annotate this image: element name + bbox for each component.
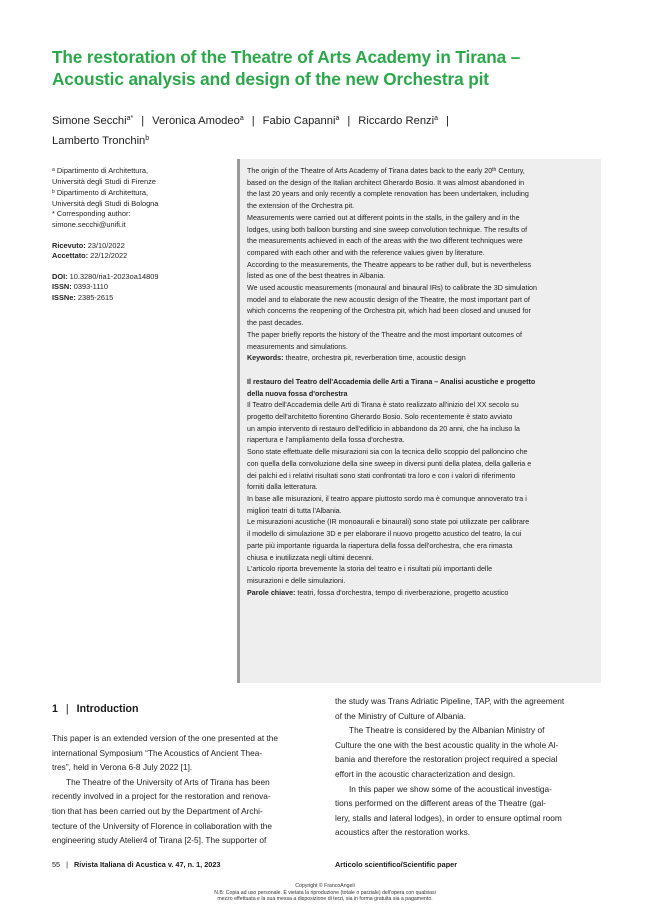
abstract-line: riapertura e l'ampliamento della fossa d'orchestra. [247,436,405,445]
body-line: This paper is an extended version of the one presented at the [52,733,279,743]
abstract-line: the measurements achieved in each of the areas with the two different techniques were [247,237,523,246]
author-separator: | [141,115,145,127]
abstract-line: Sono state effettuate delle misurazioni sia con la tecnica dello scoppio del palloncino che [247,448,528,457]
body-line: The Theatre of the University of Arts of Tirana has been [66,776,270,787]
abstract-italian-title: Il restauro del Teatro dell'Accademia delle Arti a Tirana – Analisi acustiche e progetto della nuova fossa d'orchestra [247,377,536,398]
body-line: tres”, held in Verona 6-8 July 2022 [1]. [52,762,193,773]
author-affiliation-mark: a [239,115,244,122]
author-name: Riccardo Renzi [358,115,435,127]
body-line: lery, stalls and lateral lodges), in order to ensure optimal room [335,812,562,823]
abstract-line: According to the measurements, the Theatre appears to be rather dull, but is nevertheless [247,260,532,269]
abstract-line: the extension of the Orchestra pit. [247,202,355,211]
body-line: bania and therefore the restoration project required a special [335,754,558,765]
abstract-line: the past decades. [247,319,304,328]
author-list [52,110,612,150]
abstract-line: compared with each other and with the reference values given by literature. [247,248,485,257]
abstract-line: misurazioni e delle simulazioni. [247,576,346,585]
abstract-line: migliori teatri di tutta l'Albania. [247,506,342,515]
abstract-line: The paper briefly reports the history of the Theatre and the most important outcomes of [247,330,522,339]
section-heading [52,703,138,715]
author-name: Veronica Amodeo [152,115,240,127]
author-line-1 [52,110,612,130]
author-name: Fabio Capanni [262,115,336,127]
body-line: The Theatre is considered by the Albanian Ministry of [349,725,545,736]
abstract-line: chiusa e inutilizzata negli ultimi decenni. [247,553,374,562]
abstract-line: listed as one of the best theatres in Albania. [247,272,386,281]
body-column-left [52,731,316,848]
abstract-line: dei palchi ed i relativi risultati sono stati confrontati tra loro e con i valori di riferimento [247,471,516,480]
author-separator: | [446,115,449,127]
abstract-line: based on the design of the Italian architect Gherardo Bosio. It was almost abandoned in [247,178,525,187]
page-footer [52,860,612,869]
abstract-line: progetto dell'architetto fiorentino Gherardo Bosio. Solo recentemente è stato avviato [247,413,513,422]
doi: DOI: 10.3280/ria1-2023oa14809 [52,271,159,281]
keywords-english: Keywords: theatre, orchestra pit, reverberation time, acoustic design [247,354,466,363]
abstract-line: il modello di simulazione 3D e per elaborare il nuovo progetto acustico del teatro, la cui [247,530,522,539]
body-line: acoustics after the restoration works. [335,827,471,838]
footer-separator: | [66,860,69,869]
body-line: effort in the acoustic characterization and design. [335,768,516,779]
abstract-line: the last 20 years and only recently a complete renovation has been undertaken, including [247,190,529,199]
author-name: Simone Secchi [52,115,127,127]
journal-name: Rivista Italiana di Acustica v. 47, n. 1, 2023 [74,860,221,869]
body-line: tions performed on the different areas of the Theatre (gal- [335,798,546,809]
author-affiliation-mark: b [145,135,150,142]
body-line: engineering study Atelier4 of Tirana [2-5]. The supporter of [52,835,267,846]
abstract-line: Measurements were carried out at different points in the stalls, in the gallery and in the [247,213,520,222]
issn: ISSN: 0393-1110 [52,282,109,292]
author-affiliation-mark: a [335,115,340,122]
abstract-line: lodges, using both balloon bursting and sine sweep convolution technique. The results of [247,225,528,234]
body-line: tion that has been carried out by the Department of Archi- [52,805,263,816]
received-date: Ricevuto: 23/10/2022 [52,240,125,250]
affiliation-a: $^a$ Dipartimento di Architettura, [52,166,149,175]
accepted-date: Accettato: 22/12/2022 [52,251,128,261]
section-number: 1 [52,703,58,715]
title-line-2: Acoustic analysis and design of the new Orchestra pit [52,69,489,89]
affiliation-b-university: Università degli Studi di Bologna [52,198,159,208]
paper-title [52,46,612,90]
body-line: recently involved in a project for the restoration and renova- [52,791,271,802]
abstract-line: measurements and simulations. [247,342,348,351]
abstract-line: un ampio intervento di restauro dell'edificio in abbandono da 20 anni, che ha incluso la [247,424,520,433]
abstract-line: We used acoustic measurements (monaural and binaural IRs) to calibrate the 3D simulation [247,284,537,293]
author-separator: | [251,115,255,127]
corresponding-author-email: simone.secchi@unifi.it [52,219,126,229]
author-name: Lamberto Tronchin [52,135,146,147]
author-affiliation-mark: a* [126,115,134,122]
corresponding-author-label: * Corresponding author: [52,209,131,219]
page-number: 55 [52,860,61,869]
abstract-line: forniti dalla letteratura. [247,483,318,492]
author-affiliation-mark: a [434,115,439,122]
abstract-line: con quella della convoluzione della sine sweep in diversi punti della platea, della galleria e [247,459,532,468]
abstract-line: Le misurazioni acustiche (IR monoaurali e binaurali) sono state poi utilizzate per calibrare [247,518,530,527]
abstract-box [237,159,601,683]
author-line-2 [52,130,612,150]
keywords-italian: Parole chiave: teatri, fossa d'orchestra, tempo di riverberazione, progetto acustico [247,588,509,597]
body-line: international Symposium “The Acoustics of Ancient Thea- [52,747,263,758]
body-line: In this paper we show some of the acoustical investiga- [349,783,552,794]
issne: ISSNe: 2385-2615 [52,292,114,302]
author-separator: | [347,115,351,127]
article-metadata [52,165,232,304]
abstract-english [247,166,591,365]
affiliation-b: $^b$ Dipartimento di Architettura, [52,188,149,198]
article-type: Articolo scientifico/Scientific paper [335,860,458,869]
abstract-italian [247,400,591,599]
body-line: Culture the one with the best acoustic quality in the whole Al- [335,739,559,750]
abstract-line: L'articolo riporta brevemente la storia del teatro e i risultati più importanti delle [247,565,493,574]
abstract-line: Il Teatro dell'Accademia delle Arti di Tirana è stato realizzato all'inizio del XX secolo su [247,401,519,410]
abstract-line: The origin of the Theatre of Arts Academy of Tirana dates back to the early 20th Century, [247,167,525,175]
body-column-right [335,694,599,840]
abstract-line: model and to elaborate the new acoustic design of the Theatre, the most important part of [247,295,530,304]
section-title: Introduction [76,703,139,715]
body-line: of the Ministry of Culture of Albania. [335,710,466,721]
body-line: tecture of the University of Florence in collaboration with the [52,820,272,831]
affiliation-a-university: Università degli Studi di Firenze [52,176,156,186]
abstract-line: parte più importante riguarda la riapertura della fossa dell'orchestra, che era rimasta [247,541,513,550]
section-separator: | [65,703,69,715]
abstract-line: which concerns the reopening of the Orchestra pit, which had been closed and unused for [247,307,531,316]
abstract-line: In base alle misurazioni, il teatro appare piuttosto sordo ma è comunque annoverato tra i [247,494,527,503]
title-line-1: The restoration of the Theatre of Arts Academy in Tirana – [52,47,521,67]
body-line: the study was Trans Adriatic Pipeline, TAP, with the agreement [335,696,565,706]
copyright-notice: Copyright © FrancoAngeli N.B: Copia ad uso personale. È vietata la riproduzione (totale o parziale) dell'opera con qualsiasi mezzo effettuata e la sua messa a disposizione di terzi, sia in forma gratuita sia a pagamento. [214,883,436,903]
